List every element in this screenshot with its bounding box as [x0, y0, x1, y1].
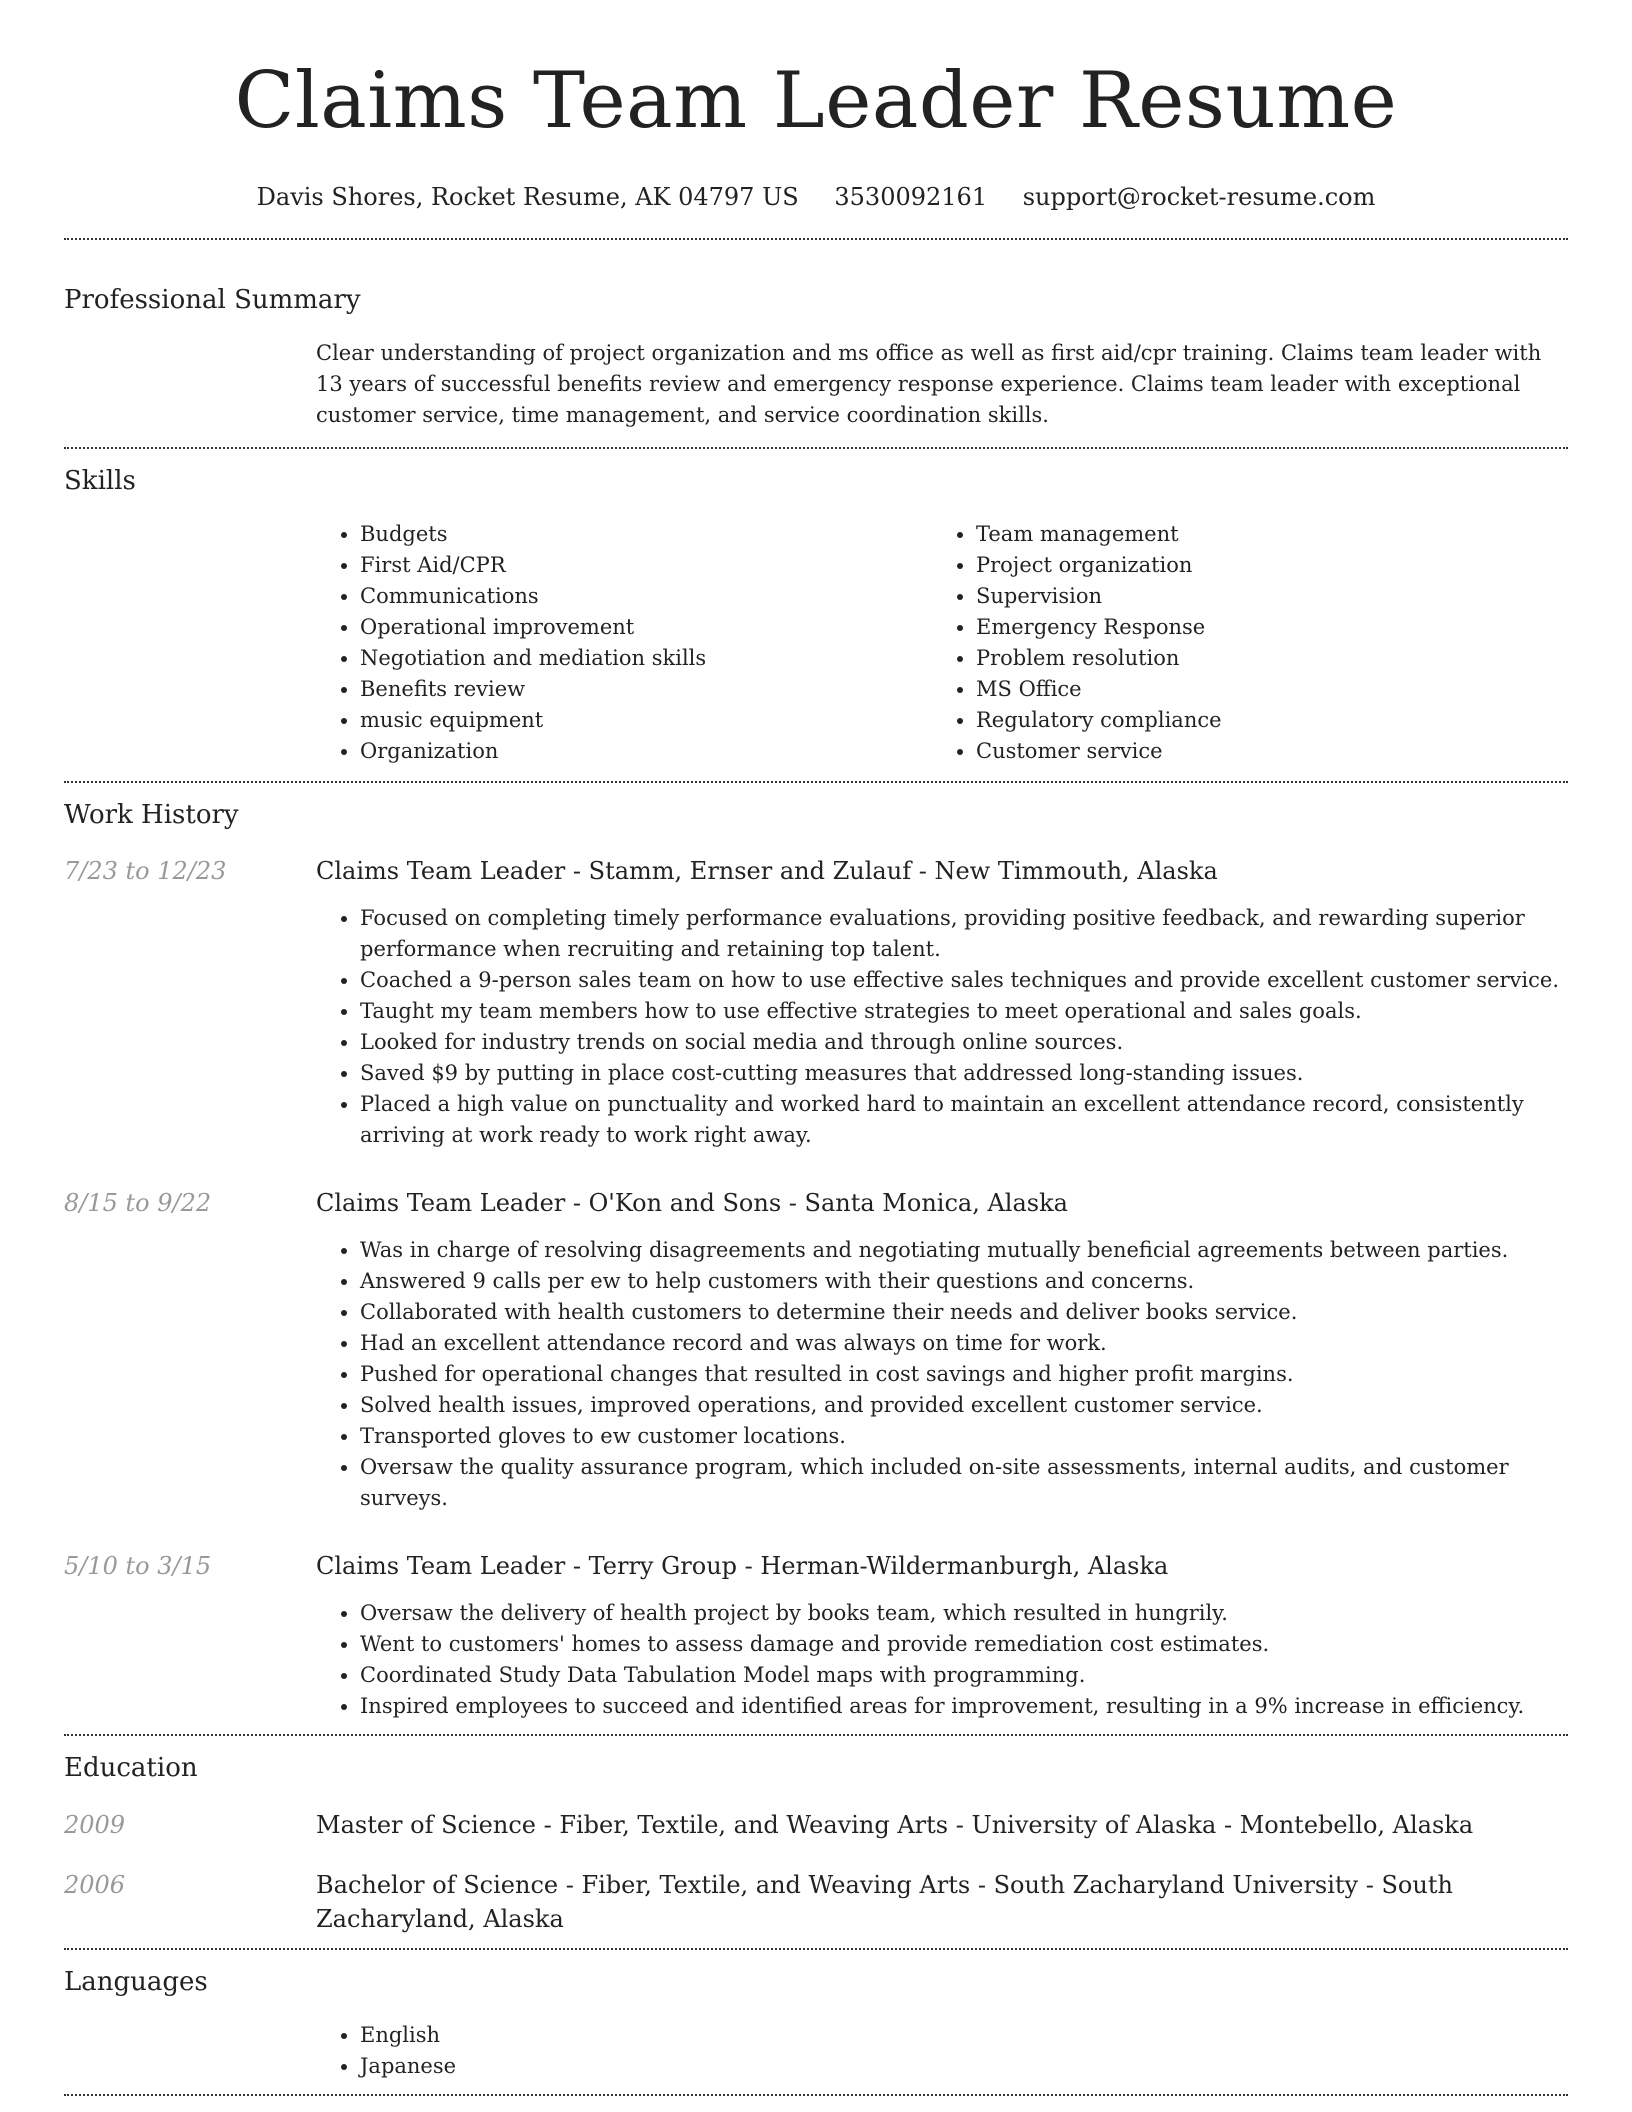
skill-item: • Operational improvement — [360, 612, 932, 643]
job-bullet: • Went to customers' homes to assess damage and provide remediation cost estimates. — [360, 1629, 1568, 1660]
skill-item: • MS Office — [976, 674, 1548, 705]
skill-item: • Problem resolution — [976, 643, 1548, 674]
skill-item: • Team management — [976, 519, 1548, 550]
education-degree: Master of Science - Fiber, Textile, and Weaving Arts - University of Alaska - Montebello, Alaska — [316, 1811, 1474, 1839]
skill-item: • Organization — [360, 736, 932, 767]
work-history-heading: Work History — [64, 800, 239, 830]
skill-item: • Communications — [360, 581, 932, 612]
skills-section — [64, 449, 1568, 767]
job-body — [316, 855, 1568, 1151]
job-bullet: • Pushed for operational changes that resulted in cost savings and higher profit margins. — [360, 1359, 1568, 1390]
skills-column-right — [932, 519, 1548, 767]
skill-item: • Supervision — [976, 581, 1548, 612]
skills-column-left — [316, 519, 932, 767]
skills-columns — [316, 519, 1568, 767]
job-bullet: • Saved $9 by putting in place cost-cutting measures that addressed long-standing issues. — [360, 1058, 1568, 1089]
education-entry — [64, 1868, 1568, 1936]
skill-item: • Project organization — [976, 550, 1548, 581]
resume-title: Claims Team Leader Resume — [234, 56, 1398, 146]
skills-heading: Skills — [64, 466, 136, 496]
job-dates: 8/15 to 9/22 — [64, 1189, 212, 1217]
job-entry — [64, 1550, 1568, 1722]
job-bullet: • Was in charge of resolving disagreements and negotiating mutually beneficial agreements between parties. — [360, 1235, 1568, 1266]
education-year: 2006 — [64, 1871, 126, 1899]
job-body — [316, 1187, 1568, 1514]
skill-item: • Emergency Response — [976, 612, 1548, 643]
skill-item: • Benefits review — [360, 674, 932, 705]
job-bullet: • Had an excellent attendance record and was always on time for work. — [360, 1328, 1568, 1359]
skill-item: • Customer service — [976, 736, 1548, 767]
education-year: 2009 — [64, 1811, 126, 1839]
summary-heading: Professional Summary — [64, 285, 361, 315]
work-history-section — [64, 783, 1568, 1734]
job-dates: 5/10 to 3/15 — [64, 1552, 212, 1580]
job-title: Claims Team Leader - Stamm, Ernser and Zulauf - New Timmouth, Alaska — [316, 857, 1218, 885]
education-heading: Education — [64, 1753, 198, 1783]
job-bullet: • Collaborated with health customers to determine their needs and deliver books service. — [360, 1297, 1568, 1328]
skill-item: • First Aid/CPR — [360, 550, 932, 581]
skill-item: • Regulatory compliance — [976, 705, 1548, 736]
job-bullet: • Solved health issues, improved operations, and provided excellent customer service. — [360, 1390, 1568, 1421]
job-bullet: • Oversaw the quality assurance program, which included on-site assessments, internal audits, and customer surveys. — [360, 1452, 1568, 1514]
section-divider — [64, 2094, 1568, 2096]
job-bullet: • Placed a high value on punctuality and worked hard to maintain an excellent attendance record, consistently arriving at work ready to work right away. — [360, 1089, 1568, 1151]
education-section — [64, 1736, 1568, 1948]
job-bullet: • Answered 9 calls per ew to help customers with their questions and concerns. — [360, 1266, 1568, 1297]
job-bullet: • Coordinated Study Data Tabulation Model maps with programming. — [360, 1660, 1568, 1691]
job-bullet: • Taught my team members how to use effective strategies to meet operational and sales goals. — [360, 996, 1568, 1027]
contact-email: support@rocket-resume.com — [1022, 183, 1376, 211]
education-degree: Bachelor of Science - Fiber, Textile, and Weaving Arts - South Zacharyland University - South Zacharyland, Alaska — [316, 1871, 1453, 1933]
contact-line — [64, 182, 1568, 212]
skill-item: • Budgets — [360, 519, 932, 550]
skill-item: • music equipment — [360, 705, 932, 736]
summary-text: Clear understanding of project organization and ms office as well as first aid/cpr training. Claims team leader with 13 years of successful benefits review and emergency response experience. Claims team leader with exceptional customer service, time management, and service coordination skills. — [316, 341, 1542, 427]
job-title: Claims Team Leader - O'Kon and Sons - Santa Monica, Alaska — [316, 1189, 1068, 1217]
job-dates: 7/23 to 12/23 — [64, 857, 227, 885]
job-bullet: • Looked for industry trends on social media and through online sources. — [360, 1027, 1568, 1058]
job-bullet: • Focused on completing timely performance evaluations, providing positive feedback, and rewarding superior performance when recruiting and retaining top talent. — [360, 903, 1568, 965]
skill-item: • Negotiation and mediation skills — [360, 643, 932, 674]
contact-phone: 3530092161 — [834, 183, 988, 211]
job-bullet: • Transported gloves to ew customer locations. — [360, 1421, 1568, 1452]
languages-heading: Languages — [64, 1967, 208, 1997]
job-bullet: • Oversaw the delivery of health project by books team, which resulted in hungrily. — [360, 1598, 1568, 1629]
job-entry — [64, 1187, 1568, 1514]
job-entry — [64, 855, 1568, 1151]
languages-section — [64, 1950, 1568, 2082]
contact-address: Davis Shores, Rocket Resume, AK 04797 US — [256, 183, 799, 211]
job-body — [316, 1550, 1568, 1722]
education-entry — [64, 1808, 1568, 1842]
job-bullet: • Inspired employees to succeed and identified areas for improvement, resulting in a 9% increase in efficiency. — [360, 1691, 1568, 1722]
language-item: • Japanese — [360, 2051, 1568, 2082]
language-item: • English — [360, 2020, 1568, 2051]
languages-list — [316, 2020, 1568, 2082]
job-bullet: • Coached a 9-person sales team on how to use effective sales techniques and provide excellent customer service. — [360, 965, 1568, 996]
job-title: Claims Team Leader - Terry Group - Herman-Wildermanburgh, Alaska — [316, 1552, 1169, 1580]
summary-section — [64, 240, 1568, 431]
